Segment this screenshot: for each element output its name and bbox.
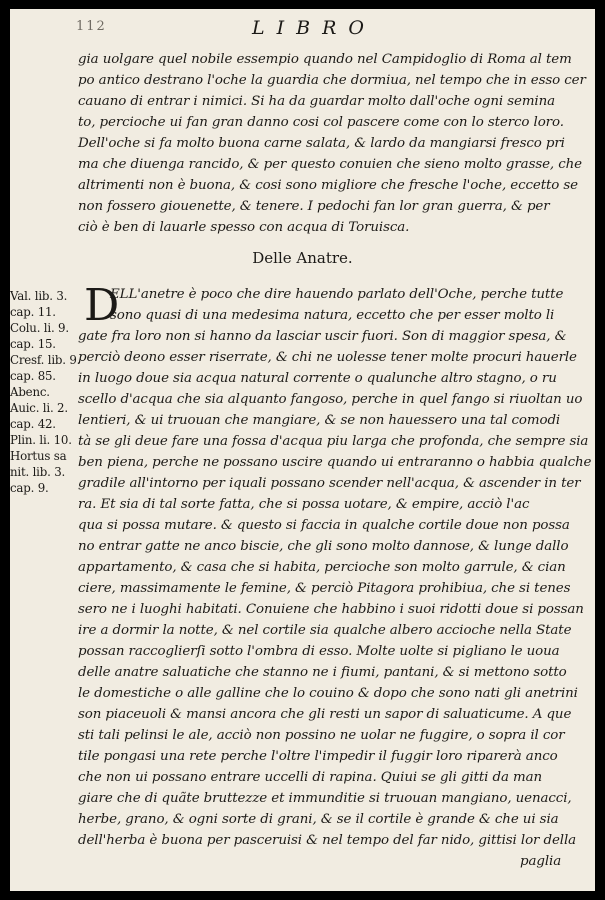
margin-note: cap. 15.: [10, 337, 56, 351]
text-line: gate fra loro non si hanno da lasciar uscir fuori. Son di maggior spesa, &: [78, 329, 567, 344]
text-line: tile pongasi una rete perche l'oltre l'impedir il fuggir loro riparerà anco: [78, 749, 558, 764]
margin-note: Cresf. lib. 9.: [10, 353, 81, 367]
running-head: LIBRO: [252, 17, 376, 39]
margin-note: cap. 9.: [10, 481, 49, 495]
text-line: gia uolgare quel nobile essempio quando nel Campidoglio di Roma al tem: [78, 52, 572, 67]
text-line: giare che di quãte bruttezze et immunditie si truouan mangiano, uenacci,: [78, 791, 572, 806]
text-line: delle anatre saluatiche che stanno ne i fiumi, pantani, & si mettono sotto: [78, 665, 567, 680]
text-line: no entrar gatte ne anco biscie, che gli sono molto dannose, & lunge dallo: [78, 539, 569, 554]
page-number: 112: [76, 19, 107, 34]
margin-note: Colu. li. 9.: [10, 321, 69, 335]
text-line: herbe, grano, & ogni sorte di grani, & se il cortile è grande & che ui sia: [78, 812, 559, 827]
margin-note: Abenc.: [10, 385, 50, 399]
text-line: sono quasi di una medesima natura, eccetto che per esser molto li: [110, 308, 555, 323]
text-line: ben piena, perche ne possano uscire quando ui entraranno o habbia qualche: [78, 455, 592, 470]
margin-note: Val. lib. 3.: [10, 289, 68, 303]
text-line: ire a dormir la notte, & nel cortile sia qualche albero accioche nella State: [78, 623, 572, 638]
margin-note: Auic. li. 2.: [10, 401, 68, 415]
text-line: sero ne i luoghi habitati. Conuiene che habbino i suoi ridotti doue si possan: [78, 602, 584, 617]
margin-note: cap. 42.: [10, 417, 56, 431]
book-page: [10, 9, 595, 891]
text-line: ciò è ben di lauarle spesso con acqua di Toruisca.: [78, 220, 410, 235]
text-line: po antico destrano l'oche la guardia che dormiua, nel tempo che in esso cer: [78, 73, 586, 88]
text-line: dell'herba è buona per pasceruisi & nel tempo del far nido, gittisi lor della: [78, 833, 577, 848]
text-line: qua si possa mutare. & questo si faccia in qualche cortile doue non possa: [78, 518, 570, 533]
text-line: to, percioche ui fan gran danno cosi col pascere come con lo sterco loro.: [78, 115, 564, 130]
text-line: Dell'oche si fa molto buona carne salata, & lardo da mangiarsi fresco pri: [78, 136, 565, 151]
text-line: lentieri, & ui truouan che mangiare, & se non hauessero una tal comodi: [78, 413, 561, 428]
text-line: ma che diuenga rancido, & per questo conuien che sieno molto grasse, che: [78, 157, 582, 172]
drop-cap: D: [84, 280, 120, 331]
text-line: son piaceuoli & mansi ancora che gli resti un sapor di saluaticume. A que: [78, 707, 572, 722]
text-line: tà se gli deue fare una fossa d'acqua piu larga che profonda, che sempre sia: [78, 434, 589, 449]
page-header: [10, 15, 595, 43]
text-line: gradile all'intorno per iquali possano scender nell'acqua, & ascender in ter: [78, 476, 581, 491]
text-line: possan raccoglierſi sotto l'ombra di esso. Molte uolte si pigliano le uoua: [78, 644, 560, 659]
text-line: le domestiche o alle galline che lo couino & dopo che sono nati gli anetrini: [78, 686, 578, 701]
section-title: Delle Anatre.: [252, 249, 353, 267]
text-line: ELL'anetre è poco che dire hauendo parlato dell'Oche, perche tutte: [110, 287, 564, 302]
margin-note: cap. 11.: [10, 305, 56, 319]
text-line: in luogo doue sia acqua natural corrente o qualunche altro stagno, o ru: [78, 371, 557, 386]
margin-note: Plin. li. 10.: [10, 433, 72, 447]
margin-note: nit. lib. 3.: [10, 465, 66, 479]
text-line: ciere, massimamente le femine, & perciò Pitagora prohibiua, che si tenes: [78, 581, 571, 596]
text-line: perciò deono esser riserrate, & chi ne uolesse tener molte procuri hauerle: [78, 350, 577, 365]
margin-note: cap. 85.: [10, 369, 56, 383]
text-line: cauano di entrar i nimici. Si ha da guardar molto dall'oche ogni seminа: [78, 94, 556, 109]
margin-note: Hortus sa: [10, 449, 67, 463]
text-line: altrimenti non è buona, & cosi sono migliore che fresche l'oche, eccetto se: [78, 178, 578, 193]
text-line: appartamento, & casa che si habita, percioche son molto garrule, & cian: [78, 560, 566, 575]
text-line: paglia: [520, 854, 562, 869]
text-line: che non ui possano entrare uccelli di rapina. Quiui se gli gitti da man: [78, 770, 543, 785]
text-line: ra. Et sia di tal sorte fatta, che si possa uotare, & empire, acciò l'ac: [78, 497, 530, 512]
text-line: non fossero giouenette, & tenere. I pedochi fan lor gran guerra, & per: [78, 199, 550, 214]
text-line: sti tali pelinsi le ale, acciò non possino ne uolar ne fuggire, o sopra il cor: [78, 728, 565, 743]
text-line: scello d'acqua che sia alquanto fangoso, perche in quel fango si riuoltan uo: [78, 392, 583, 407]
